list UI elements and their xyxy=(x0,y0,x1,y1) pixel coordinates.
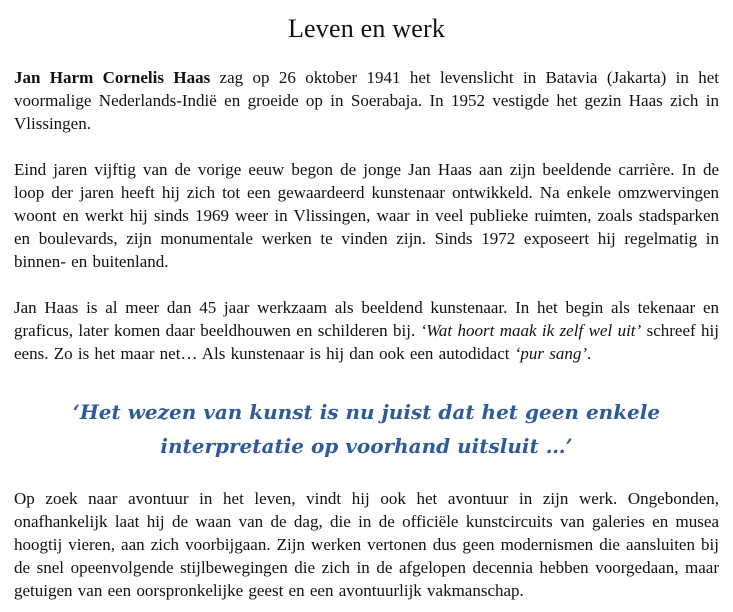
page-title: Leven en werk xyxy=(287,14,446,43)
text-segment: zag op 26 oktober 1941 het levenslicht in Batavia (Jakarta) in het voormalige Nederlands-Indië en groeide op in Soerabaja. In 1952 vestigde het gezin Haas zich in Vlissingen. xyxy=(14,68,720,133)
text-segment: Eind jaren vijftig van de vorige eeuw begon de jonge Jan Haas aan zijn beeldende carrière. In de loop der jaren heeft hij zich tot een gewaardeerd kunstenaar ontwikkeld. Na enkele omzwervingen woont en werkt hij sinds 1969 weer in Vlissingen, waar in veel publieke ruimten, zoals stadsparken en boulevards, zijn monumentale werken te vinden zijn. Sinds 1972 exposeert hij regelmatig in binnen- en buitenland. xyxy=(14,160,719,271)
text-segment-italic-quote: ‘Wat hoort maak ik zelf wel uit’ xyxy=(420,321,642,340)
text-segment: . xyxy=(587,344,592,363)
text-segment: Jan Haas is al meer dan 45 jaar werkzaam als beeldend kunstenaar. In het begin als tekenaar en graficus, later komen daar beeldhouwen en schilderen bij. xyxy=(14,298,719,340)
text-segment: Op zoek naar avontuur in het leven, vindt hij ook het avontuur in zijn werk. Ongebonden, onafhankelijk laat hij de waan van de dag, die in de officiële kunstcircuits van galeries en musea hoogtij vieren, aan zich voorbijgaan. Zijn werken vertonen dus geen modernismen die aansluiten bij de snel opeenvolgende stijlbewegingen die zich in de afgelopen decennia hebben voorgedaan, maar getuigen van een oorspronkelijke geest en een avontuurlijk vakmanschap. xyxy=(14,489,719,600)
pull-quote-line-1: ‘Het wezen van kunst is nu juist dat het geen enkele xyxy=(72,400,661,424)
text-segment-italic-pursang: ‘pur sang’ xyxy=(514,344,588,363)
paragraph-birth-intro xyxy=(14,66,719,135)
text-segment: schreef hij eens. Zo is het maar net… Als kunstenaar is hij dan ook een autodidact xyxy=(14,321,719,363)
text-segment-bold-name: Jan Harm Cornelis Haas xyxy=(14,68,211,87)
paragraph-adventure xyxy=(14,487,719,602)
pull-quote-line-2: interpretatie op voorhand uitsluit …’ xyxy=(160,434,573,458)
paragraph-career xyxy=(14,158,719,273)
paragraph-autodidact xyxy=(14,296,719,365)
pull-quote xyxy=(57,395,677,463)
